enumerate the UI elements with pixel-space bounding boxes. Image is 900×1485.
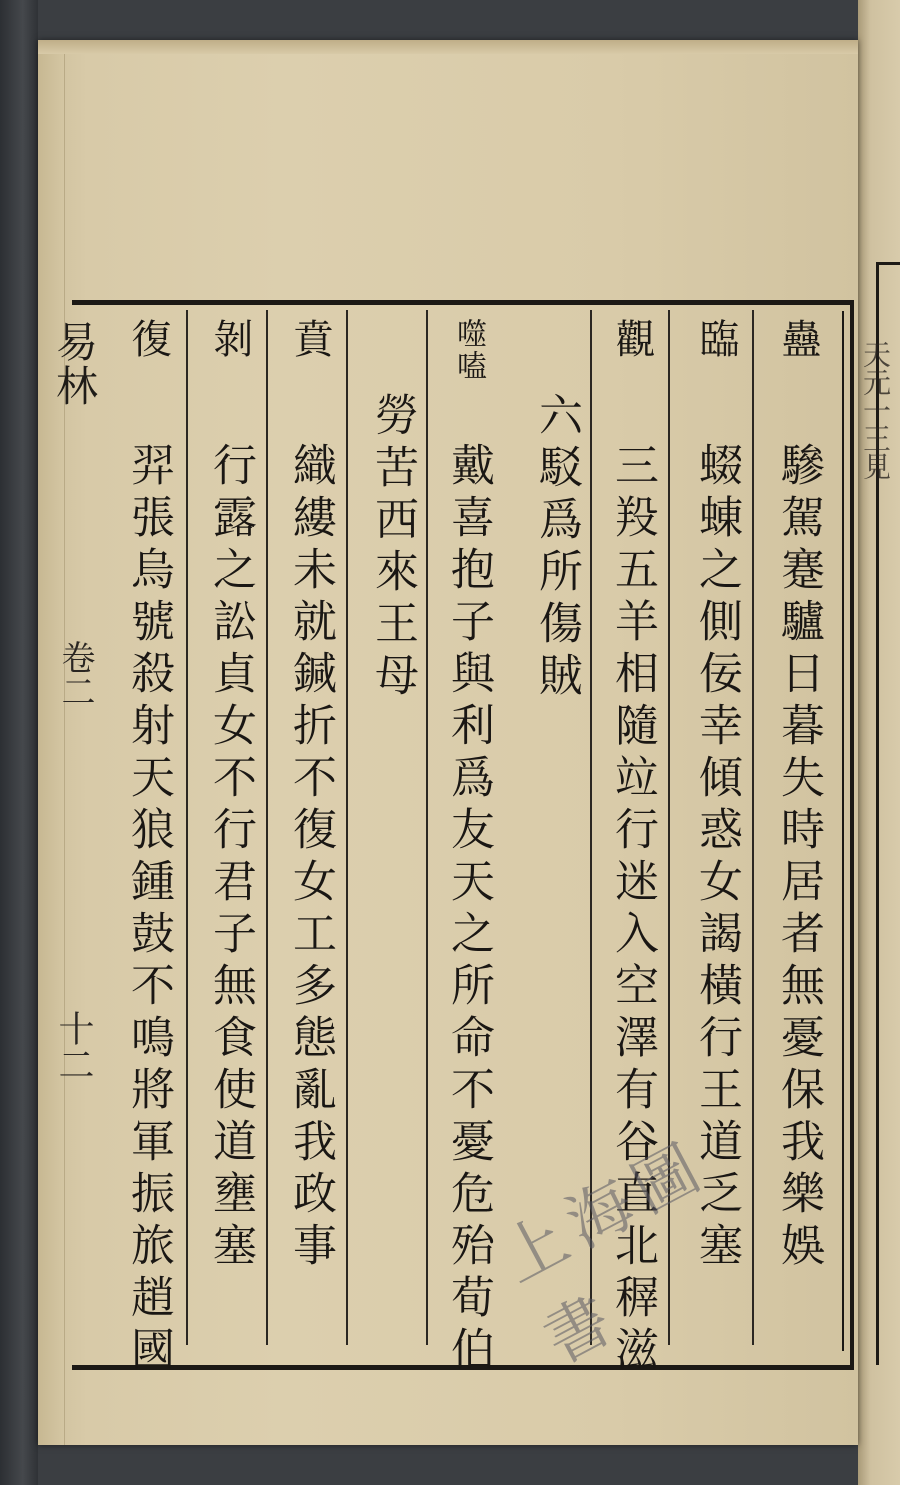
hexagram-name: 臨	[693, 318, 739, 364]
verse-text: 三羖五羊相隨竝行迷入空澤有谷直北稺滋	[607, 442, 658, 1378]
hexagram-name: 觀	[609, 318, 655, 364]
verse-text: 戴喜抱子與利爲友天之所命不憂危殆荀伯	[443, 442, 494, 1378]
hexagram-name: 剝	[207, 318, 253, 364]
verse-text: 驂駕蹇驢日暮失時居者無憂保我樂娛	[773, 442, 824, 1274]
verse-text: 六駁爲所傷賊	[531, 392, 582, 704]
folio-number: 十二	[53, 1010, 94, 1082]
verse-text: 行露之訟貞女不行君子無食使道壅塞	[205, 442, 256, 1274]
hexagram-name: 噬嗑	[451, 318, 486, 382]
column-rule	[186, 310, 188, 1345]
text-column-bi	[282, 318, 346, 1348]
banxin-margin	[38, 310, 108, 1350]
column-rule	[346, 310, 348, 1345]
text-column-bo	[202, 318, 266, 1348]
book-spine-background	[0, 0, 38, 1485]
seal-text: 上海圖書	[489, 1127, 721, 1379]
text-column-gu	[770, 318, 834, 1348]
text-column-shihe	[440, 318, 504, 1378]
column-rule	[266, 310, 268, 1345]
verse-text: 勞苦西來王母	[367, 392, 418, 704]
page-top-shade	[38, 40, 858, 54]
next-page-text: 天元一王見	[859, 340, 892, 480]
juan-label: 卷二	[55, 640, 95, 708]
verse-text: 織縷未就鍼折不復女工多態亂我政事	[285, 442, 336, 1274]
hexagram-name: 蠱	[775, 318, 821, 364]
verse-text: 蝃蝀之側佞幸傾惑女謁橫行王道乏塞	[691, 442, 742, 1274]
frame-inner-rule	[842, 311, 844, 1351]
text-column-continuation	[364, 318, 428, 1348]
verse-text: 羿張烏號殺射天狼鍾鼓不鳴將軍振旅趙國	[123, 442, 174, 1378]
next-page-edge	[858, 0, 900, 1485]
hexagram-name: 復	[125, 318, 171, 364]
hexagram-name: 賁	[287, 318, 333, 364]
text-column-fu	[120, 318, 184, 1378]
book-title: 易林	[50, 320, 99, 408]
